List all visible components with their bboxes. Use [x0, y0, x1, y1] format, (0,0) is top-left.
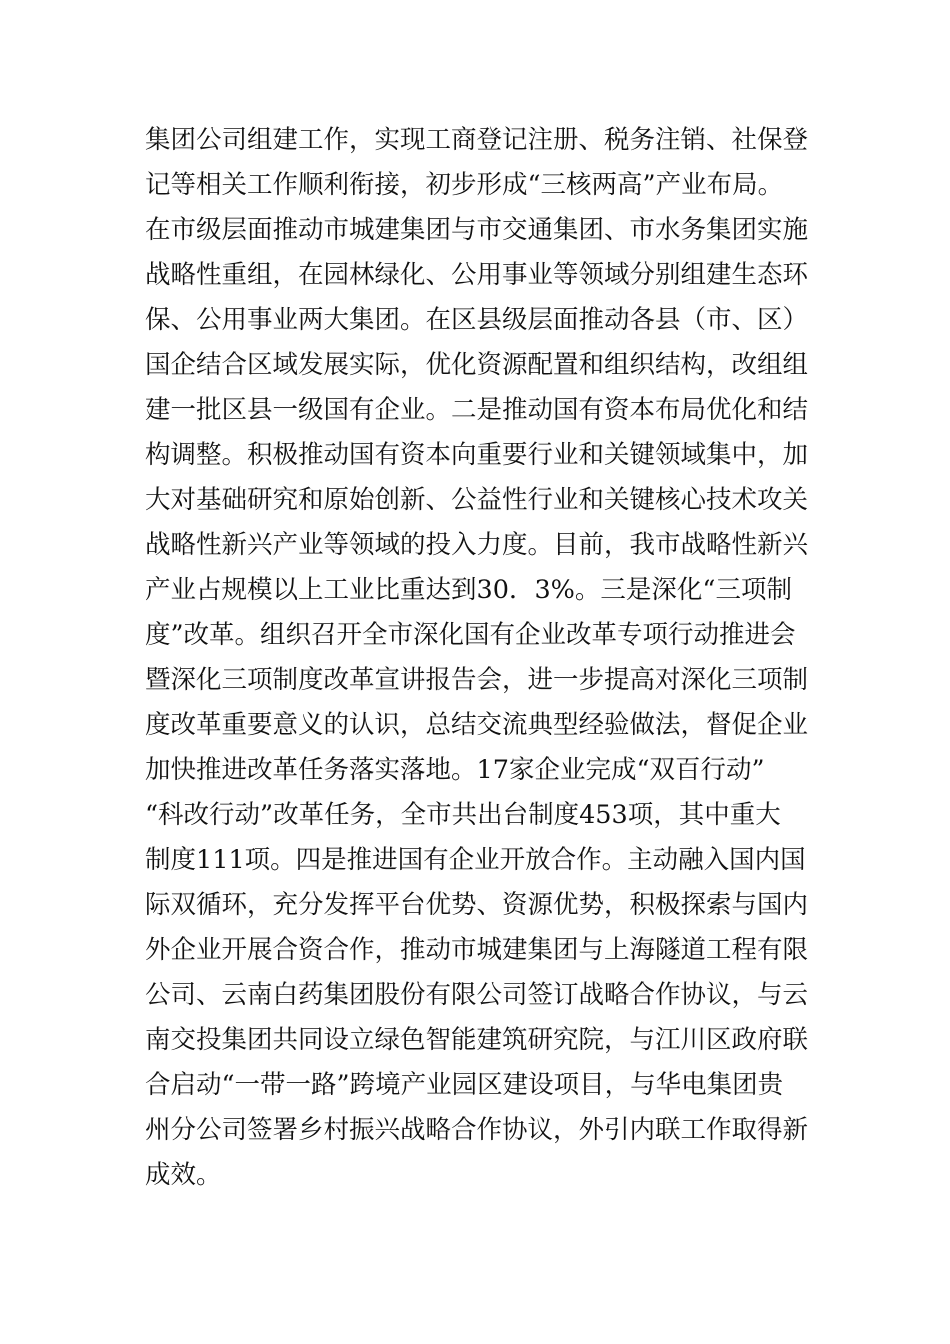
body-line-7: 建一批区县一级国有企业。二是推动国有资本布局优化和结 [145, 395, 809, 425]
body-line-18: 际双循环，充分发挥平台优势、资源优势，积极探索与国内 [145, 890, 809, 920]
body-line-10: 战略性新兴产业等领域的投入力度。目前，我市战略性新兴 [145, 530, 809, 560]
body-line-16: “科改行动”改革任务，全市共出台制度453项，其中重大 [145, 800, 781, 830]
body-line-15: 加快推进改革任务落实落地。17家企业完成“双百行动” [145, 755, 765, 785]
body-line-4: 战略性重组，在园林绿化、公用事业等领域分别组建生态环 [145, 260, 809, 290]
body-line-20: 公司、云南白药集团股份有限公司签订战略合作协议，与云 [145, 980, 809, 1010]
body-line-5: 保、公用事业两大集团。在区县级层面推动各县（市、区） [145, 305, 809, 335]
body-line-2: 记等相关工作顺利衔接，初步形成“三核两高”产业布局。 [145, 170, 784, 200]
body-line-11: 产业占规模以上工业比重达到30．3%。三是深化“三项制 [145, 575, 792, 605]
body-line-17: 制度111项。四是推进国有企业开放合作。主动融入国内国 [145, 845, 806, 875]
body-line-12: 度”改革。组织召开全市深化国有企业改革专项行动推进会 [145, 620, 796, 650]
body-line-19: 外企业开展合资合作，推动市城建集团与上海隧道工程有限 [145, 935, 809, 965]
body-line-22: 合启动“一带一路”跨境产业园区建设项目，与华电集团贵 [145, 1070, 784, 1100]
body-line-13: 暨深化三项制度改革宣讲报告会，进一步提高对深化三项制 [145, 665, 809, 695]
body-line-6: 国企结合区域发展实际，优化资源配置和组织结构，改组组 [145, 350, 809, 380]
body-line-8: 构调整。积极推动国有资本向重要行业和关键领域集中，加 [145, 440, 809, 470]
body-line-9: 大对基础研究和原始创新、公益性行业和关键核心技术攻关 [145, 485, 809, 515]
body-line-1: 集团公司组建工作，实现工商登记注册、税务注销、社保登 [145, 125, 809, 155]
body-line-21: 南交投集团共同设立绿色智能建筑研究院，与江川区政府联 [145, 1025, 809, 1055]
body-line-14: 度改革重要意义的认识，总结交流典型经验做法，督促企业 [145, 710, 809, 740]
body-line-24: 成效。 [145, 1160, 222, 1190]
body-line-23: 州分公司签署乡村振兴战略合作协议，外引内联工作取得新 [145, 1115, 809, 1145]
body-line-3: 在市级层面推动市城建集团与市交通集团、市水务集团实施 [145, 215, 809, 245]
